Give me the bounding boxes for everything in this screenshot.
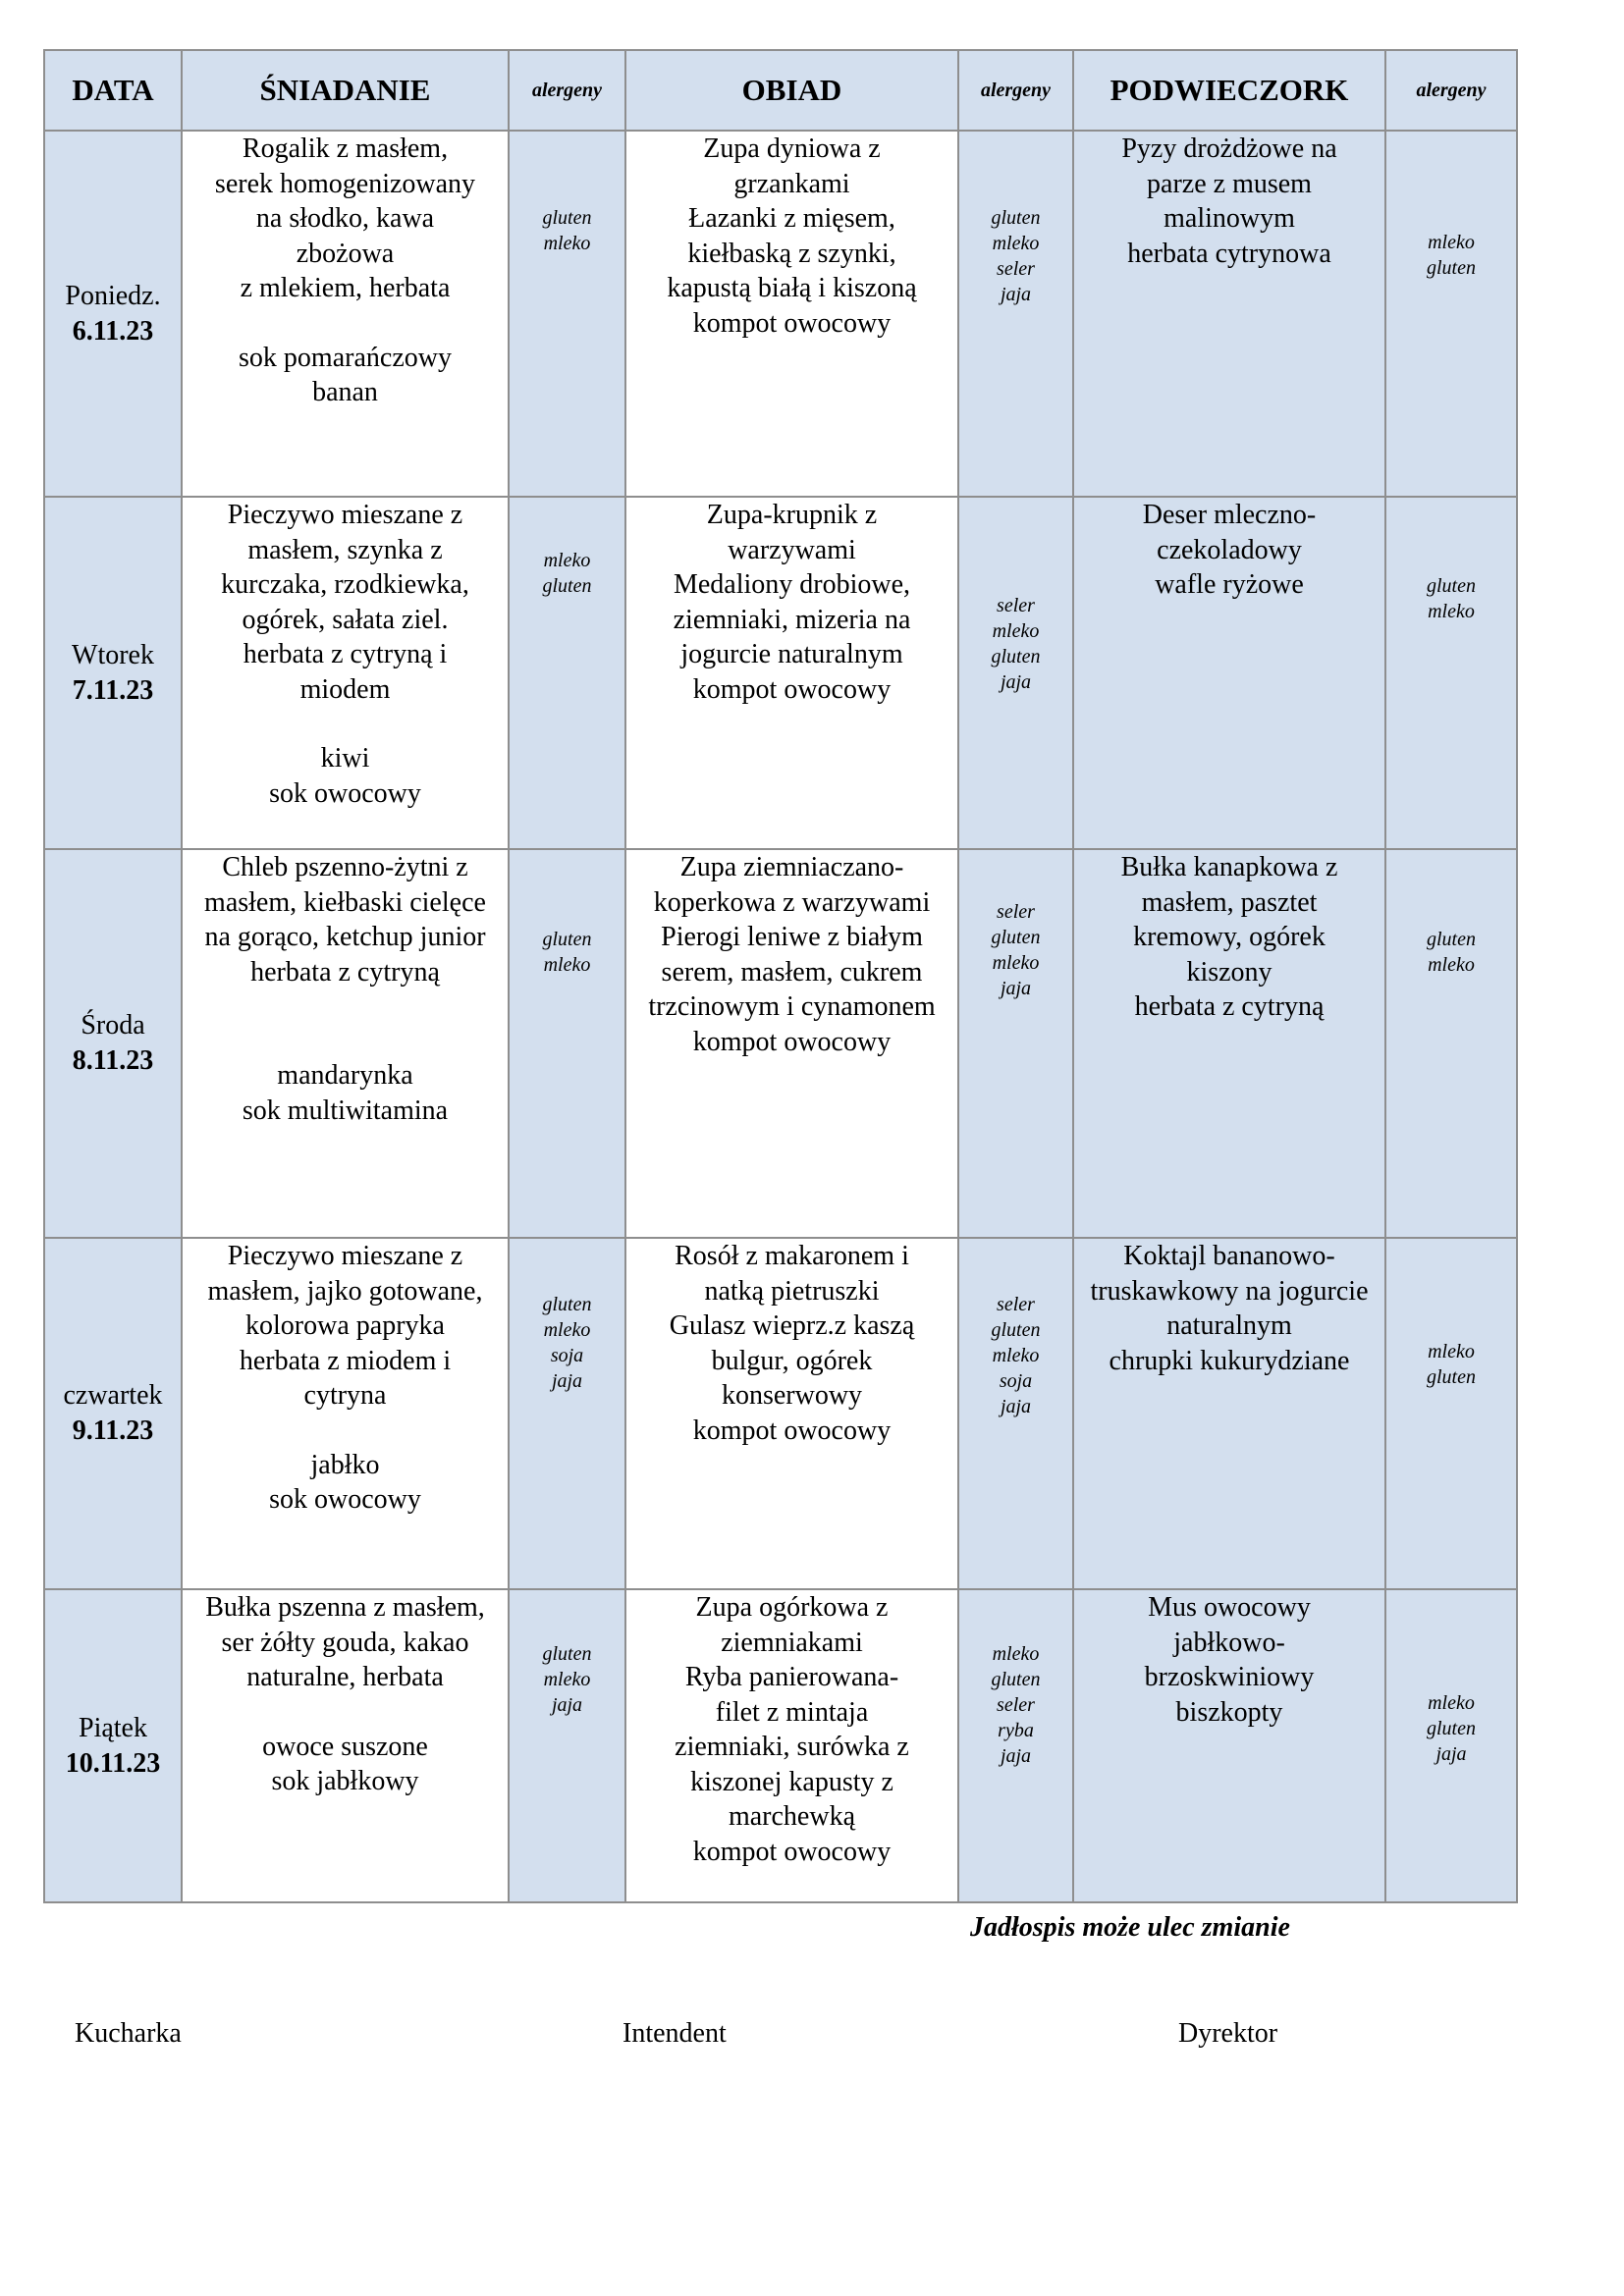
lunch-line: serem, masłem, cukrem xyxy=(661,956,923,988)
lunch-line: Pierogi leniwe z białym xyxy=(661,922,923,952)
snack-allergens-cell xyxy=(1385,1238,1517,1589)
lunch-cell xyxy=(625,497,958,849)
breakfast-line: Chleb pszenno-żytni z xyxy=(222,852,468,882)
snack-cell xyxy=(1073,1589,1385,1902)
breakfast-line: Rogalik z masłem, xyxy=(242,133,449,164)
snack-line: biszkopty xyxy=(1175,1696,1283,1728)
day-date: 6.11.23 xyxy=(72,315,154,347)
breakfast-line: masłem, kiełbaski cielęce xyxy=(204,886,486,918)
allergen-item: jaja xyxy=(1435,1743,1467,1765)
breakfast-line: Pieczywo mieszane z xyxy=(227,1241,463,1271)
lunch-line: kompot owocowy xyxy=(692,1415,892,1446)
lunch-line: trzcinowym i cynamonem xyxy=(648,991,936,1022)
allergen-item: mleko xyxy=(1428,601,1475,622)
allergen-item: gluten xyxy=(1427,575,1476,597)
allergen-item: gluten xyxy=(991,1669,1041,1690)
allergen-item: gluten xyxy=(1427,1366,1476,1388)
lunch-line: marchewką xyxy=(728,1801,856,1832)
allergen-item: mleko xyxy=(1428,1341,1475,1362)
date-cell xyxy=(44,497,182,849)
lunch-cell xyxy=(625,1589,958,1902)
lunch-line: grzankami xyxy=(733,168,850,199)
allergen-item: mleko xyxy=(1428,954,1475,976)
breakfast-allergens-cell xyxy=(509,849,625,1238)
lunch-line: Łazanki z mięsem, xyxy=(688,203,895,234)
breakfast-line: Pieczywo mieszane z xyxy=(227,500,463,530)
allergen-item: gluten xyxy=(542,1643,592,1665)
spacer xyxy=(187,1024,504,1058)
snack-allergens-cell xyxy=(1385,1589,1517,1902)
lunch-line: Zupa ziemniaczano- xyxy=(679,852,904,882)
lunch-line: Zupa dyniowa z xyxy=(703,133,881,164)
allergen-item: mleko xyxy=(992,620,1040,642)
allergen-item: jaja xyxy=(1000,284,1032,305)
lunch-line: koperkowa z warzywami xyxy=(653,886,931,918)
allergen-item: mleko xyxy=(543,1319,591,1341)
lunch-line: kompot owocowy xyxy=(692,1836,892,1867)
day-row xyxy=(44,1238,1517,1589)
snack-line: wafle ryżowe xyxy=(1155,569,1304,600)
allergen-item: mleko xyxy=(543,233,591,254)
snack-cell xyxy=(1073,497,1385,849)
header-snack-allergens: alergeny xyxy=(1385,50,1517,131)
allergen-item: mleko xyxy=(992,1643,1040,1665)
breakfast-line: sok jabłkowy xyxy=(271,1766,419,1796)
lunch-line: kompot owocowy xyxy=(692,307,892,339)
allergen-item: jaja xyxy=(551,1370,583,1392)
allergen-item: seler xyxy=(997,1294,1035,1315)
snack-line: Deser mleczno- xyxy=(1142,500,1317,530)
day-date: 8.11.23 xyxy=(72,1045,154,1076)
lunch-line: jogurcie naturalnym xyxy=(680,639,903,669)
signature-director: Dyrektor xyxy=(1178,2018,1278,2049)
lunch-line: bulgur, ogórek xyxy=(711,1345,873,1376)
lunch-line: Zupa ogórkowa z xyxy=(695,1592,889,1623)
breakfast-line: sok owocowy xyxy=(269,1484,421,1515)
signature-steward: Intendent xyxy=(623,2018,727,2049)
breakfast-cell xyxy=(182,497,509,849)
allergen-item: jaja xyxy=(1000,671,1032,693)
allergen-item: gluten xyxy=(542,1294,592,1315)
snack-line: kiszony xyxy=(1186,956,1272,988)
header-snack: PODWIECZORK xyxy=(1073,50,1385,131)
snack-line: parze z musem xyxy=(1147,168,1312,199)
breakfast-line: z mlekiem, herbata xyxy=(240,273,451,303)
allergen-item: soja xyxy=(550,1345,584,1366)
day-name: Piątek xyxy=(79,1712,147,1743)
snack-line: naturalnym xyxy=(1166,1310,1292,1341)
day-row xyxy=(44,131,1517,497)
breakfast-line: na gorąco, ketchup junior xyxy=(204,922,486,952)
lunch-allergens-cell xyxy=(958,1589,1073,1902)
snack-line: Koktajl bananowo- xyxy=(1123,1241,1335,1271)
allergen-item: seler xyxy=(997,258,1035,280)
lunch-line: warzywami xyxy=(728,534,856,565)
breakfast-line: sok multiwitamina xyxy=(242,1095,449,1126)
breakfast-line: serek homogenizowany xyxy=(214,168,476,199)
lunch-allergens-cell xyxy=(958,131,1073,497)
header-breakfast-allergens: alergeny xyxy=(509,50,625,131)
lunch-line: Zupa-krupnik z xyxy=(706,500,878,530)
header-lunch: OBIAD xyxy=(625,50,958,131)
day-row xyxy=(44,849,1517,1238)
snack-line: jabłkowo- xyxy=(1173,1627,1285,1658)
breakfast-line: sok pomarańczowy xyxy=(239,342,452,373)
day-name: Środa xyxy=(81,1010,145,1041)
snack-line: masłem, pasztet xyxy=(1141,886,1318,918)
allergen-item: ryba xyxy=(998,1720,1034,1741)
allergen-item: mleko xyxy=(992,233,1040,254)
allergen-item: gluten xyxy=(1427,929,1476,950)
allergen-item: gluten xyxy=(542,207,592,229)
breakfast-line: mandarynka xyxy=(277,1060,413,1091)
allergen-item: mleko xyxy=(1428,1692,1475,1714)
allergen-item: soja xyxy=(999,1370,1033,1392)
allergen-item: gluten xyxy=(542,575,592,597)
allergen-item: mleko xyxy=(543,550,591,571)
menu-table xyxy=(43,49,1518,1903)
signature-cook: Kucharka xyxy=(75,2018,182,2049)
allergen-item: seler xyxy=(997,595,1035,616)
breakfast-line: banan xyxy=(312,377,378,407)
allergen-item: jaja xyxy=(1000,1396,1032,1417)
breakfast-line: ser żółty gouda, kakao xyxy=(221,1627,469,1658)
snack-cell xyxy=(1073,1238,1385,1589)
breakfast-allergens-cell xyxy=(509,1238,625,1589)
header-lunch-allergens: alergeny xyxy=(958,50,1073,131)
snack-allergens-cell xyxy=(1385,497,1517,849)
breakfast-line: sok owocowy xyxy=(269,777,421,809)
day-row xyxy=(44,497,1517,849)
lunch-cell xyxy=(625,131,958,497)
snack-allergens-cell xyxy=(1385,131,1517,497)
breakfast-line: kiwi xyxy=(320,743,370,774)
breakfast-line: jabłko xyxy=(310,1449,380,1480)
day-date: 7.11.23 xyxy=(72,674,154,706)
breakfast-line: kolorowa papryka xyxy=(245,1310,445,1341)
breakfast-line: naturalne, herbata xyxy=(246,1662,444,1692)
lunch-allergens-cell xyxy=(958,849,1073,1238)
breakfast-cell xyxy=(182,849,509,1238)
spacer xyxy=(187,707,504,741)
lunch-line: ziemniaki, surówka z xyxy=(675,1732,909,1762)
lunch-line: kompot owocowy xyxy=(692,1026,892,1057)
snack-line: kremowy, ogórek xyxy=(1133,922,1326,952)
allergen-item: seler xyxy=(997,1694,1035,1716)
lunch-allergens-cell xyxy=(958,1238,1073,1589)
lunch-line: kiszonej kapusty z xyxy=(690,1766,893,1797)
lunch-cell xyxy=(625,849,958,1238)
day-name: Poniedz. xyxy=(65,280,161,311)
snack-line: chrupki kukurydziane xyxy=(1109,1345,1350,1376)
breakfast-line: zbożowa xyxy=(296,238,395,269)
breakfast-line: herbata z cytryną xyxy=(250,956,440,988)
snack-line: herbata z cytryną xyxy=(1134,991,1325,1022)
lunch-line: kapustą białą i kiszoną xyxy=(667,273,917,303)
header-row xyxy=(44,50,1517,131)
allergen-item: jaja xyxy=(551,1694,583,1716)
lunch-line: kompot owocowy xyxy=(692,673,892,705)
lunch-line: Ryba panierowana- xyxy=(684,1662,899,1692)
breakfast-allergens-cell xyxy=(509,497,625,849)
lunch-cell xyxy=(625,1238,958,1589)
breakfast-cell xyxy=(182,1238,509,1589)
header-date: DATA xyxy=(44,50,182,131)
menu-body xyxy=(44,131,1517,1902)
snack-line: brzoskwiniowy xyxy=(1144,1662,1315,1692)
breakfast-allergens-cell xyxy=(509,1589,625,1902)
allergen-item: jaja xyxy=(1000,1745,1032,1767)
allergen-item: mleko xyxy=(543,1669,591,1690)
menu-change-note: Jadłospis może ulec zmianie xyxy=(970,1912,1290,1943)
date-cell xyxy=(44,849,182,1238)
allergen-item: gluten xyxy=(991,646,1041,667)
allergen-item: gluten xyxy=(542,929,592,950)
breakfast-line: cytryna xyxy=(303,1380,387,1411)
date-cell xyxy=(44,131,182,497)
allergen-item: mleko xyxy=(992,952,1040,974)
snack-line: Mus owocowy xyxy=(1148,1592,1311,1623)
allergen-item: mleko xyxy=(543,954,591,976)
spacer xyxy=(187,306,504,341)
date-cell xyxy=(44,1238,182,1589)
snack-cell xyxy=(1073,131,1385,497)
spacer xyxy=(187,989,504,1024)
allergen-item: gluten xyxy=(991,207,1041,229)
snack-line: Bułka kanapkowa z xyxy=(1120,852,1338,882)
lunch-line: Gulasz wieprz.z kaszą xyxy=(669,1310,915,1341)
allergen-item: gluten xyxy=(1427,1718,1476,1739)
breakfast-line: kurczaka, rzodkiewka, xyxy=(221,569,469,600)
header-breakfast: ŚNIADANIE xyxy=(182,50,509,131)
snack-cell xyxy=(1073,849,1385,1238)
spacer xyxy=(187,1414,504,1448)
lunch-line: konserwowy xyxy=(721,1380,863,1411)
allergen-item: gluten xyxy=(1427,257,1476,279)
breakfast-line: masłem, jajko gotowane, xyxy=(207,1275,483,1307)
snack-line: Pyzy drożdżowe na xyxy=(1121,133,1337,164)
breakfast-line: na słodko, kawa xyxy=(255,203,435,234)
snack-line: malinowym xyxy=(1164,203,1295,234)
allergen-item: jaja xyxy=(1000,978,1032,999)
day-name: Wtorek xyxy=(72,639,154,670)
breakfast-cell xyxy=(182,1589,509,1902)
spacer xyxy=(187,1695,504,1730)
snack-line: czekoladowy xyxy=(1157,534,1302,565)
allergen-item: gluten xyxy=(991,1319,1041,1341)
lunch-line: kiełbaską z szynki, xyxy=(687,238,896,269)
day-date: 10.11.23 xyxy=(65,1747,161,1779)
breakfast-line: ogórek, sałata ziel. xyxy=(242,604,449,635)
breakfast-line: masłem, szynka z xyxy=(247,534,443,565)
lunch-line: Rosół z makaronem i xyxy=(675,1241,909,1271)
day-name: czwartek xyxy=(63,1380,163,1411)
allergen-item: mleko xyxy=(1428,232,1475,253)
date-cell xyxy=(44,1589,182,1902)
snack-line: herbata cytrynowa xyxy=(1127,238,1331,269)
breakfast-cell xyxy=(182,131,509,497)
breakfast-line: Bułka pszenna z masłem, xyxy=(205,1592,485,1623)
lunch-line: Medaliony drobiowe, xyxy=(673,569,911,600)
snack-allergens-cell xyxy=(1385,849,1517,1238)
breakfast-line: miodem xyxy=(299,673,391,705)
day-date: 9.11.23 xyxy=(72,1415,154,1446)
allergen-item: gluten xyxy=(991,927,1041,948)
allergen-item: seler xyxy=(997,901,1035,923)
snack-line: truskawkowy na jogurcie xyxy=(1090,1275,1369,1307)
breakfast-line: owoce suszone xyxy=(262,1731,428,1762)
lunch-allergens-cell xyxy=(958,497,1073,849)
breakfast-line: herbata z miodem i xyxy=(239,1345,452,1376)
breakfast-allergens-cell xyxy=(509,131,625,497)
breakfast-line: herbata z cytryną i xyxy=(243,639,448,669)
lunch-line: natką pietruszki xyxy=(704,1275,880,1307)
lunch-line: ziemniaki, mizeria na xyxy=(673,604,911,635)
day-row xyxy=(44,1589,1517,1902)
lunch-line: filet z mintaja xyxy=(715,1696,869,1728)
lunch-line: ziemniakami xyxy=(721,1627,863,1658)
allergen-item: mleko xyxy=(992,1345,1040,1366)
